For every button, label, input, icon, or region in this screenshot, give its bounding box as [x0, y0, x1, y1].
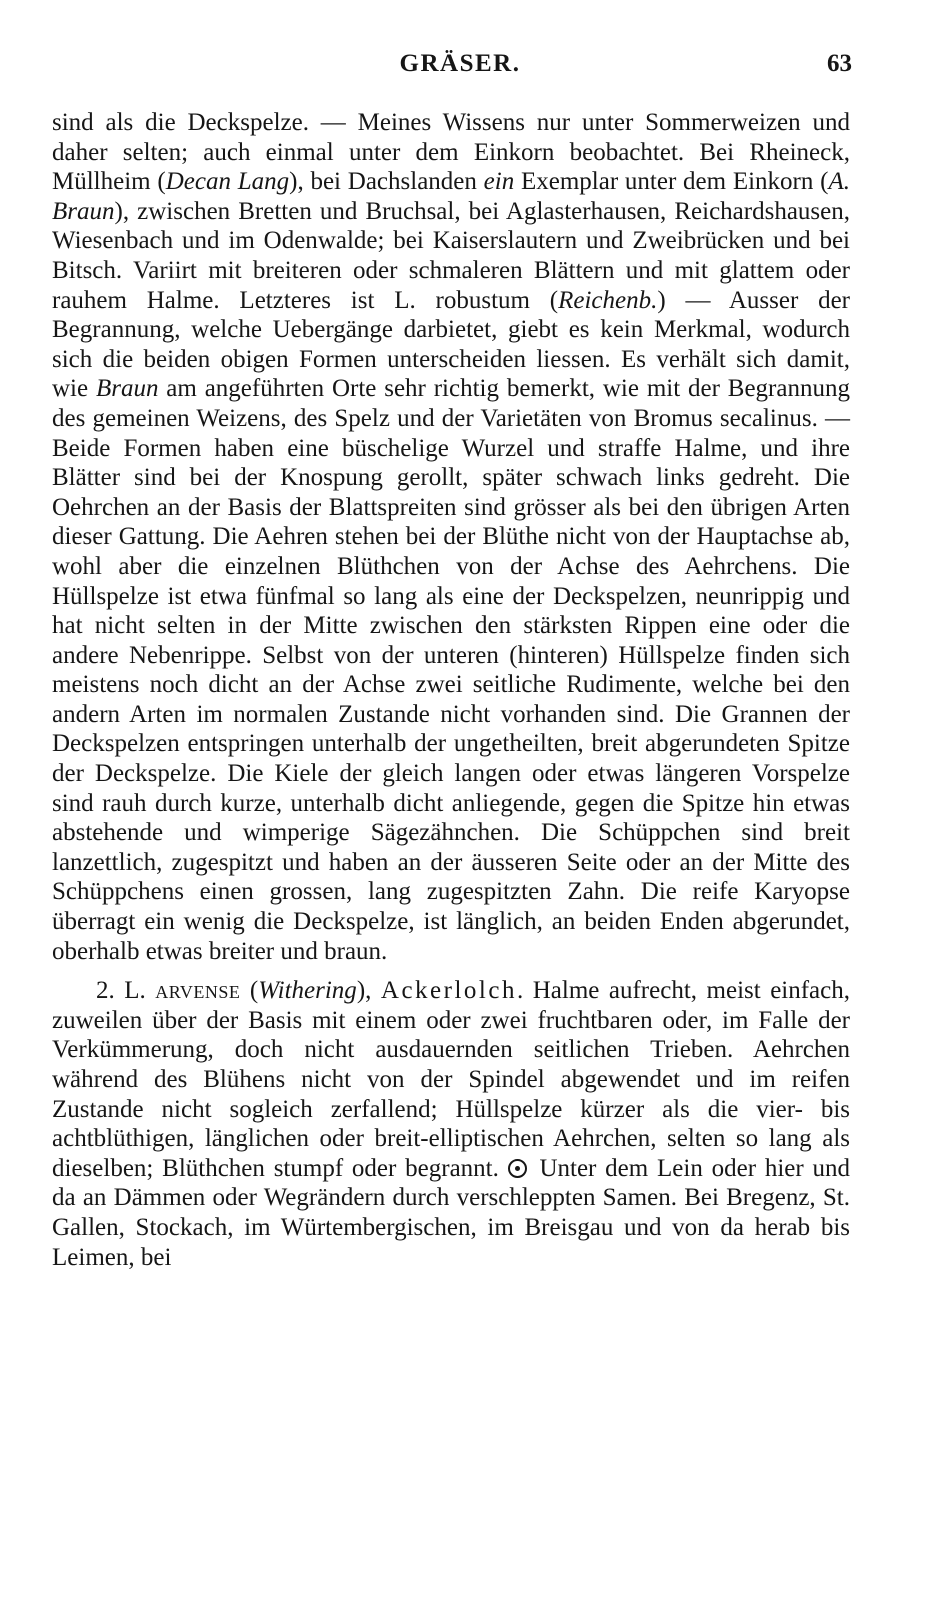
- species-number: 2. L.: [96, 977, 156, 1005]
- page-header: [52, 50, 852, 82]
- author-citation: Decan Lang: [165, 168, 290, 196]
- author-citation: Braun: [95, 375, 159, 403]
- author-citation: Withering: [258, 977, 357, 1005]
- text-run: . Halme aufrecht, meist einfach, zuweilen über der Basis mit einem oder zwei fruchtbaren oder, im Falle der Verkümmerung, doch nicht ausdauernden seitlichen Trieben. Aehrchen während des Blühens nicht von der Spindel abgewendet und im reifen Zustande nicht sogleich zerfallend; Hüllspelze kürzer als die vier- bis achtblüthigen, länglichen oder breit-elliptischen Aehrchen, selten so lang als dieselben; Blüthchen stumpf oder begrannt.: [52, 977, 851, 1182]
- species-entry-arvense: [52, 976, 850, 1272]
- author-citation: A. Braun: [52, 168, 851, 225]
- text-run: Exemplar unter dem Einkorn (: [514, 168, 829, 196]
- author-citation: Reichenb.: [558, 286, 658, 314]
- text-run: ) — Ausser der Begrannung, welche Uebergänge darbietet, giebt es kein Merkmal, wodurch sich die beiden obigen Formen unterscheiden liessen. Es verhält sich damit, wie: [52, 286, 850, 403]
- running-title: GRÄSER.: [399, 50, 521, 77]
- text-run: ), zwischen Bretten und Bruchsal, bei Aglasterhausen, Reichardshausen, Wiesenbach und im Odenwalde; bei Kaiserslautern und Zweibrücken und bei Bitsch. Variirt mit breiteren oder schmaleren Blättern und mit glattem oder rauhem Halme. Letzteres ist L. robustum (: [52, 197, 850, 314]
- text-run: (: [240, 977, 259, 1005]
- common-name: Ackerlolch: [380, 977, 517, 1005]
- page-number: 63: [827, 50, 852, 77]
- text-run: Unter dem Lein oder hier und da an Dämmen oder Wegrändern durch verschleppten Samen. Bei Bregenz, St. Gallen, Stockach, im Würtembergischen, im Breisgau und von da herab bis Leimen, bei: [52, 1154, 850, 1271]
- text-run: ), bei Dachslanden: [289, 168, 484, 196]
- text-run: ),: [356, 977, 381, 1005]
- text-run: am angeführten Orte sehr richtig bemerkt, wie mit der Begrannung des gemeinen Weizens, des Spelz und der Varietäten von Bromus secalinus. — Beide Formen haben eine büschelige Wurzel und straffe Halme, und ihre Blätter sind bei der Knospung gerollt, später schwach links gedreht. Die Oehrchen an der Basis der Blattspreiten sind grösser als bei den übrigen Arten dieser Gattung. Die Aehren stehen bei der Blüthe nicht von der Hauptachse ab, wohl aber die einzelnen Blüthchen von der Achse des Aehrchens. Die Hüllspelze ist etwa fünfmal so lang als eine der Deckspelzen, neunrippig und hat nicht selten in der Mitte zwischen den stärksten Rippen eine oder die andere Nebenrippe. Selbst von der unteren (hinteren) Hüllspelze finden sich meistens noch dicht an der Achse zwei seitliche Rudimente, welche bei den andern Arten im normalen Zustande nicht vorhanden sind. Die Grannen der Deckspelzen entspringen unterhalb der ungetheilten, breit abgerundeten Spitze der Deckspelze. Die Kiele der gleich langen oder etwas längeren Vorspelze sind rauh durch kurze, unterhalb dicht anliegende, gegen die Spitze hin etwas abstehende und wimperige Sägezähnchen. Die Schüppchen sind breit lanzettlich, zugespitzt und haben an der äusseren Seite oder an der Mitte des Schüppchens einen grossen, lang zugespitzten Zahn. Die reife Karyopse überragt ein wenig die Deckspelze, ist länglich, an beiden Enden abgerundet, oberhalb etwas breiter und braun.: [52, 375, 850, 965]
- text-run: sind als die Deckspelze. — Meines Wissens nur unter Sommerweizen und daher selten; auch einmal unter dem Einkorn beobachtet. Bei Rheineck, Müllheim (: [52, 109, 850, 196]
- paragraph-continuation: [52, 108, 850, 966]
- italic-word: ein: [483, 168, 515, 196]
- species-name: arvense: [155, 977, 241, 1005]
- body-text: [52, 108, 850, 1272]
- annual-symbol-icon: [508, 1159, 527, 1178]
